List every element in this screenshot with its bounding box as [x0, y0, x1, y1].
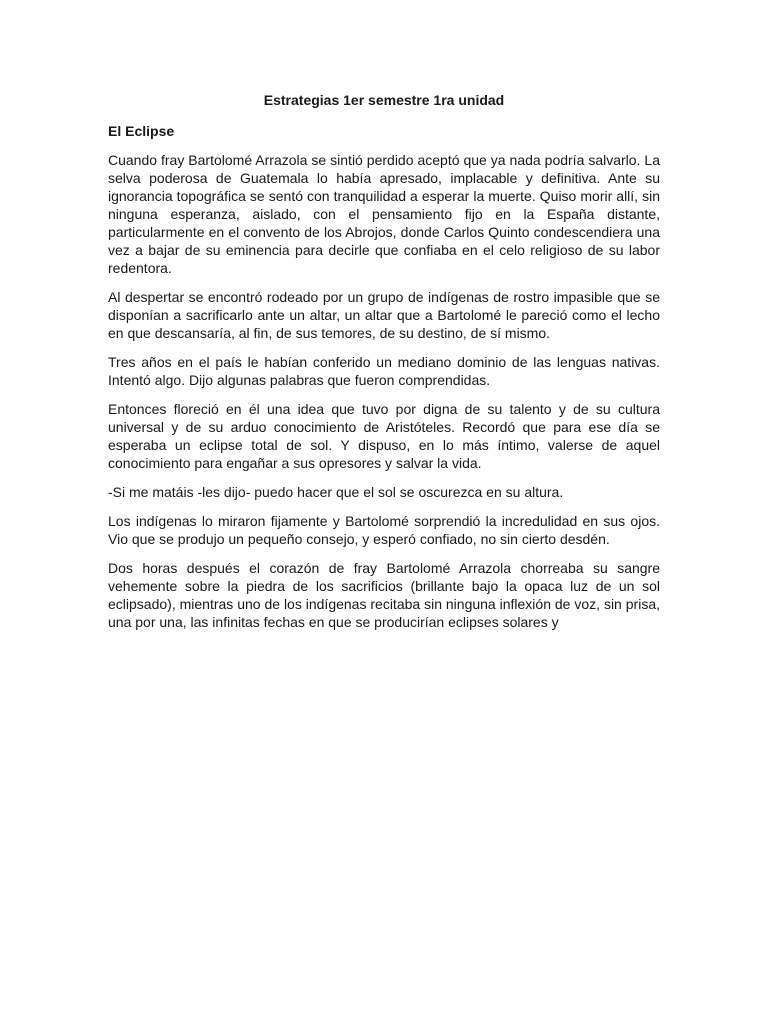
paragraph: Entonces floreció en él una idea que tuvo por digna de su talento y de su cultura universal y de su arduo conocimiento de Aristóteles. Recordó que para ese día se esperaba un eclipse total de sol. Y dispuso, en lo más íntimo, valerse de aquel conocimiento para engañar a sus opresores y salvar la vida.	[108, 401, 660, 471]
paragraph: Al despertar se encontró rodeado por un grupo de indígenas de rostro impasible que se disponían a sacrificarlo ante un altar, un altar que a Bartolomé le pareció como el lecho en que descansaría, al fin, de sus temores, de su destino, de sí mismo.	[108, 289, 660, 341]
paragraph: Tres años en el país le habían conferido un mediano dominio de las lenguas nativas. Intentó algo. Dijo algunas palabras que fueron comprendidas.	[108, 354, 660, 388]
document-title: Estrategias 1er semestre 1ra unidad	[263, 92, 505, 108]
story-body	[108, 151, 660, 642]
paragraph: Los indígenas lo miraron fijamente y Bartolomé sorprendió la incredulidad en sus ojos. Vio que se produjo un pequeño consejo, y esperó confiado, no sin cierto desdén.	[108, 513, 660, 547]
story-title: El Eclipse	[108, 123, 175, 139]
paragraph: -Si me matáis -les dijo- puedo hacer que el sol se oscurezca en su altura.	[108, 484, 564, 500]
paragraph: Dos horas después el corazón de fray Bartolomé Arrazola chorreaba su sangre vehemente sobre la piedra de los sacrificios (brillante bajo la opaca luz de un sol eclipsado), mientras uno de los indígenas recitaba sin ninguna inflexión de voz, sin prisa, una por una, las infinitas fechas en que se producirían eclipses solares y	[108, 560, 660, 630]
paragraph: Cuando fray Bartolomé Arrazola se sintió perdido aceptó que ya nada podría salvarlo. La selva poderosa de Guatemala lo había apresado, implacable y definitiva. Ante su ignorancia topográfica se sentó con tranquilidad a esperar la muerte. Quiso morir allí, sin ninguna esperanza, aislado, con el pensamiento fijo en la España distante, particularmente en el convento de los Abrojos, donde Carlos Quinto condescendiera una vez a bajar de su eminencia para decirle que confiaba en el celo religioso de su labor redentora.	[108, 152, 660, 276]
